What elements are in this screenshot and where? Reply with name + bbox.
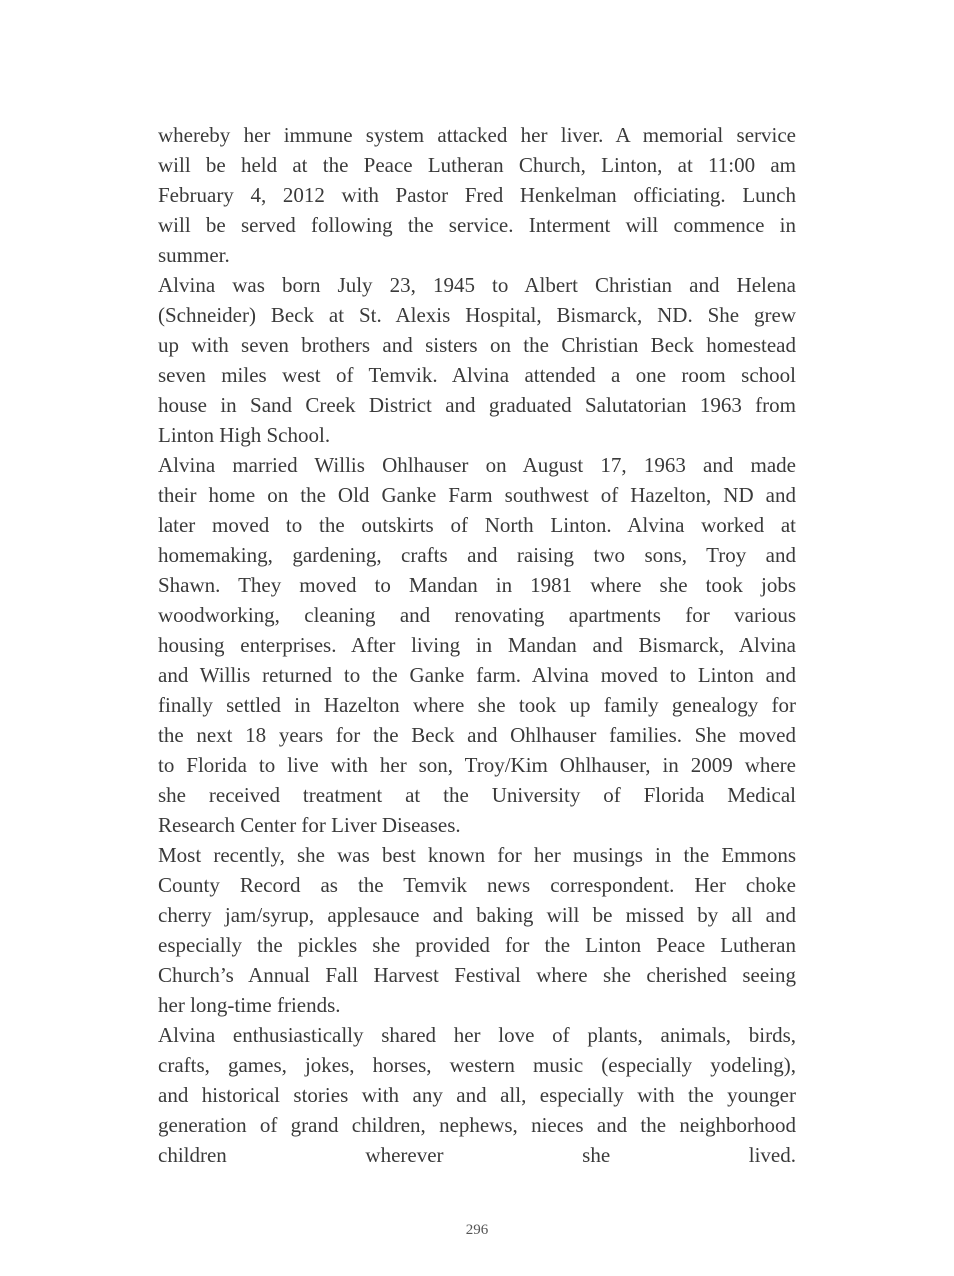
text-line: Alvina enthusiastically shared her love of plants, animals, birds, (158, 1023, 796, 1047)
text-line: Most recently, she was best known for her musings in the Emmons (158, 843, 796, 867)
paragraph (158, 1020, 796, 1170)
text-line: their home on the Old Ganke Farm southwest of Hazelton, ND and (158, 483, 796, 507)
text-line: the next 18 years for the Beck and Ohlhauser families. She moved (158, 723, 796, 747)
text-line: finally settled in Hazelton where she took up family genealogy for (158, 693, 796, 717)
text-line: children wherever she lived. (158, 1143, 796, 1167)
paragraph (158, 840, 796, 1020)
text-line: Alvina married Willis Ohlhauser on August 17, 1963 and made (158, 453, 796, 477)
text-line: house in Sand Creek District and graduated Salutatorian 1963 from (158, 393, 796, 417)
page-number: 296 (465, 1222, 489, 1238)
text-line: later moved to the outskirts of North Linton. Alvina worked at (158, 513, 796, 537)
text-line: (Schneider) Beck at St. Alexis Hospital, Bismarck, ND. She grew (158, 303, 796, 327)
text-line: and Willis returned to the Ganke farm. Alvina moved to Linton and (158, 663, 796, 687)
text-line: cherry jam/syrup, applesauce and baking will be missed by all and (158, 903, 796, 927)
text-line: whereby her immune system attacked her liver. A memorial service (158, 123, 796, 147)
text-line: seven miles west of Temvik. Alvina attended a one room school (158, 363, 796, 387)
paragraph (158, 450, 796, 840)
text-line: County Record as the Temvik news correspondent. Her choke (158, 873, 796, 897)
text-line: Research Center for Liver Diseases. (158, 813, 461, 837)
text-line: and historical stories with any and all, especially with the younger (158, 1083, 796, 1107)
text-line: she received treatment at the University of Florida Medical (158, 783, 796, 807)
text-line: Church’s Annual Fall Harvest Festival where she cherished seeing (158, 963, 796, 987)
text-line: homemaking, gardening, crafts and raising two sons, Troy and (158, 543, 796, 567)
paragraph (158, 120, 796, 270)
text-line: generation of grand children, nephews, nieces and the neighborhood (158, 1113, 796, 1137)
text-line: her long-time friends. (158, 993, 341, 1017)
text-line: woodworking, cleaning and renovating apartments for various (158, 603, 796, 627)
text-line: February 4, 2012 with Pastor Fred Henkelman officiating. Lunch (158, 183, 796, 207)
text-line: will be served following the service. Interment will commence in (158, 213, 796, 237)
text-line: summer. (158, 243, 230, 267)
text-line: will be held at the Peace Lutheran Church, Linton, at 11:00 am (158, 153, 796, 177)
text-line: to Florida to live with her son, Troy/Kim Ohlhauser, in 2009 where (158, 753, 796, 777)
text-line: Linton High School. (158, 423, 331, 447)
text-line: up with seven brothers and sisters on the Christian Beck homestead (158, 333, 796, 357)
text-line: especially the pickles she provided for the Linton Peace Lutheran (158, 933, 796, 957)
text-line: Alvina was born July 23, 1945 to Albert Christian and Helena (158, 273, 796, 297)
text-line: crafts, games, jokes, horses, western music (especially yodeling), (158, 1053, 796, 1077)
paragraph (158, 270, 796, 450)
body-text (158, 120, 796, 1170)
text-line: Shawn. They moved to Mandan in 1981 where she took jobs (158, 573, 796, 597)
text-line: housing enterprises. After living in Mandan and Bismarck, Alvina (158, 633, 796, 657)
